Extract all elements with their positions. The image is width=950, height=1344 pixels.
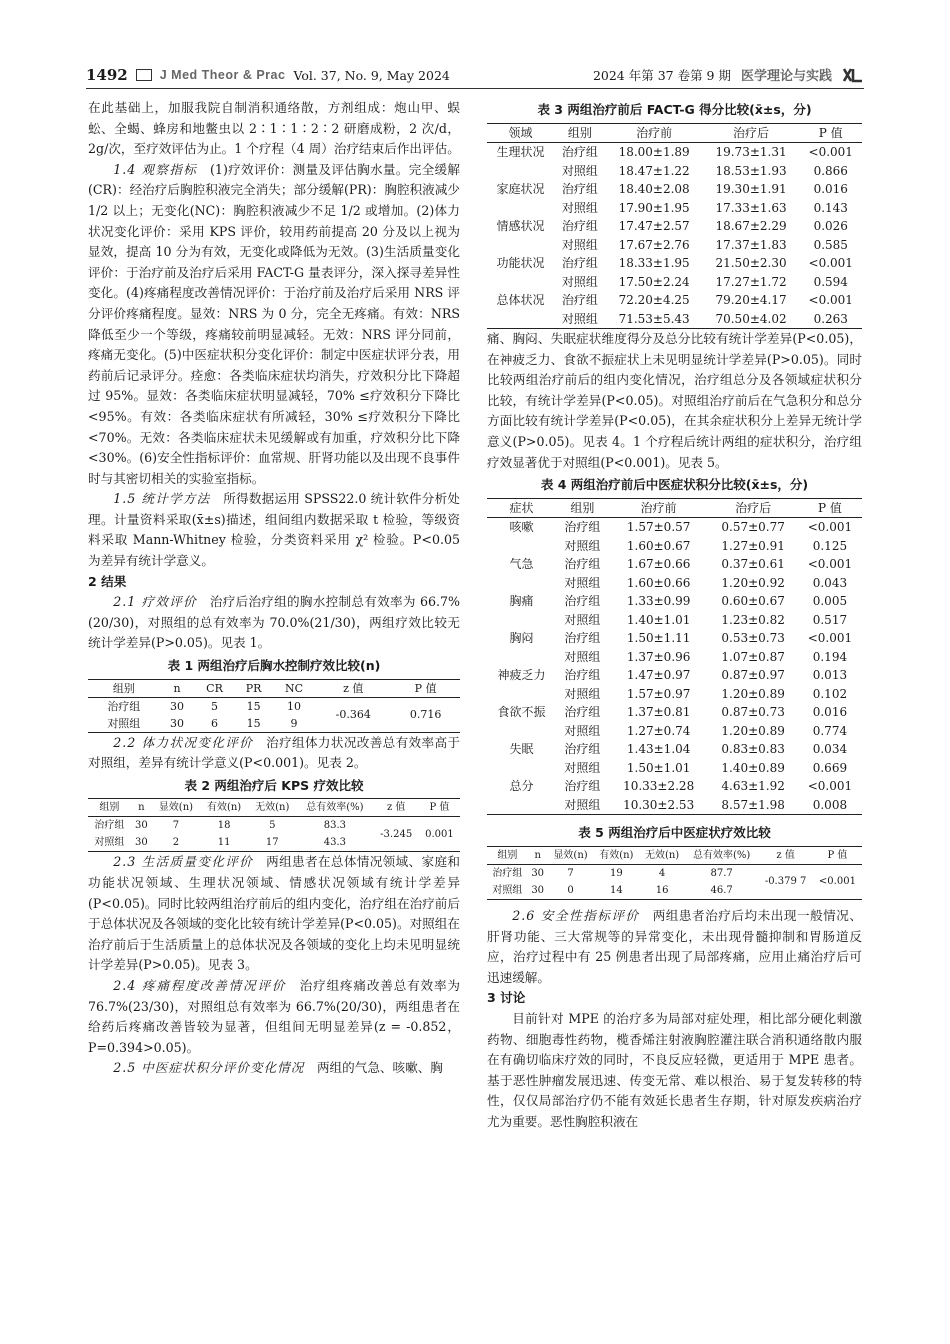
table-cell: 对照组 [564,649,601,664]
table-row: 治疗组 30 7 18 5 83.3 -3.245 0.001 [94,820,454,840]
table-row [487,666,862,685]
table-row: 治疗组 30 7 19 4 87.7 -0.379 7 <0.001 [492,867,856,888]
table-cell: 0.005 [812,594,848,609]
table-row [487,629,862,648]
table-row [487,777,862,796]
table-cell: 治疗组 [564,631,601,646]
page-number: 1492 [86,66,128,84]
table-cell: 0.194 [812,649,848,664]
table-cell: 0.125 [812,538,848,553]
table-cell: 治疗组 [564,705,601,720]
table-cell: 79.20±4.17 [715,293,787,308]
section-2-5: 2.5 中医症状积分评价变化情况 两组的气急、咳嗽、胸 [113,1060,443,1076]
table-cell: 19.30±1.91 [715,182,787,197]
table-cell: 1.20±0.89 [721,686,785,701]
table-cell: 0.585 [813,237,848,252]
table-cell: 总分 [509,779,534,794]
table-cell: 0.102 [812,686,848,701]
table-cell: 0.83±0.83 [721,742,785,757]
table-cell: 对照组 [564,760,601,775]
table-4: 症状 组别 治疗前 治疗后 P 值 咳嗽 治疗组 1.57±0.57 0.57±0.77 <0.001 对照组 1.60±0.67 1.27±0.91 0.125 气急 治疗组 1.67±0.66 0.37±0.61 <0.001 对照组 1.60±0.66 1.20±0.92 0.043 胸痛 治疗组 1.33±0.99 0.60±0.67 0.005 对照组 1.40±1.01 1.23±0.82 0.517 胸闷 治疗组 1.50±1.11 0.53±0.73 <0.001 对照组 1.37±0.96 1.07±0.87 0.194 神疲乏力 治疗组 1.47±0.97 0.87±0.97 0.013 对照组 1.57±0.97 1.20±0.89 0.102 食欲不振 治疗组 1.37±0.81 0.87±0.73 0.016 对照组 1.27±0.74 1.20±0.89 0.774 失眠 治疗组 1.43±1.04 0.83±0.83 0.034 对照组 1.50±1.01 1.40±0.89 0.669 总分 治疗组 10.33±2.28 4.63±1.92 <0.001 对照组 10.30±2.53 8.57±1.98 0.008 [487,498,862,816]
table-cell: 1.20±0.92 [721,575,785,590]
table-cell: 18.33±1.95 [618,256,690,271]
issue-cn: 2024 年第 37 卷第 9 期 [592,67,731,83]
table-3-caption: 表 3 两组治疗前后 FACT-G 得分比较(x̄±s，分) [537,102,812,117]
table-cell: <0.001 [808,145,853,160]
section-2-1: 2.1 疗效评价 治疗后治疗组的胸水控制总有效率为 66.7%(20/30)，对照组的总有效率为 70.0%(21/30)，两组疗效比较无统计学差异(P>0.05)。见表 1。 [88,594,460,651]
table-cell: 1.33±0.99 [626,594,691,609]
table-row [487,291,862,310]
table-cell: 0.669 [812,760,848,775]
table-row [487,740,862,759]
table-2: 组别 n 显效(n) 有效(n) 无效(n) 总有效率(%) z 值 P 值 治疗组 30 7 18 5 83.3 -3.245 0.001 对照组 30 2 11 17 43.3 [88,798,460,852]
table-cell: 1.50±1.01 [626,760,691,775]
table-3: 领域 组别 治疗前 治疗后 P 值 生理状况 治疗组 18.00±1.89 19.73±1.31 <0.001 对照组 18.47±1.22 18.53±1.93 0.866 家庭状况 治疗组 18.40±2.08 19.30±1.91 0.016 对照组 17.90±1.95 17.33±1.63 0.143 情感状况 治疗组 17.47±2.57 18.67±2.29 0.026 对照组 17.67±2.76 17.37±1.83 0.585 功能状况 治疗组 18.33±1.95 21.50±2.30 <0.001 对照组 17.50±2.24 17.27±1.72 0.594 总体状况 治疗组 72.20±4.25 79.20±4.17 <0.001 对照组 71.53±5.43 70.50±4.02 0.263 [487,123,862,330]
section-2-2: 2.2 体力状况变化评价 治疗组体力状况改善总有效率高于对照组，差异有统计学意义(P<0.001)。见表 2。 [88,734,460,771]
table-5: 组别 n 显效(n) 有效(n) 无效(n) 总有效率(%) z 值 P 值 治疗组 30 7 19 4 87.7 -0.379 7 <0.001 对照组 30 0 14 16 46.7 [487,846,862,900]
table-cell: 17.67±2.76 [618,237,690,252]
table-cell: 治疗组 [561,182,598,197]
section-2-4: 2.4 疼痛程度改善情况评价 治疗组疼痛改善总有效率为 76.7%(23/30)，对照组总有效率为 66.7%(20/30)，两组患者在给药后疼痛改善皆较为显著，但组间无明显差异(z = -0.852，P=0.394>0.05)。 [88,977,460,1055]
table-cell: 失眠 [509,742,534,757]
table-cell: 对照组 [561,163,598,178]
right-column [487,98,862,1132]
table-cell: <0.001 [807,520,853,535]
table-cell: 1.40±1.01 [626,612,691,627]
section-3-title: 3 讨论 [487,990,526,1006]
journal-logo-icon [842,67,864,83]
table-cell: 71.53±5.43 [618,311,690,326]
table-cell: 17.27±1.72 [715,274,787,289]
section-2-6: 2.6 安全性指标评价 两组患者治疗后均未出现一般情况、肝肾功能、三大常规等的异常变化，未出现骨髓抑制和胃肠道反应，治疗过程中有 25 例患者出现了局部疼痛，应用止痛治疗后可迅速缓解。 [487,907,863,985]
table-cell: 17.90±1.95 [618,200,690,215]
table-cell: 1.43±1.04 [626,742,691,757]
table-cell: 胸闷 [509,631,534,646]
running-header [86,62,864,89]
table-cell: 21.50±2.30 [715,256,787,271]
table-cell: 18.67±2.29 [715,219,787,234]
table-row: 治疗组 30 5 15 10 -0.364 0.716 [107,699,442,722]
table-cell: 对照组 [561,237,598,252]
table-cell: 10.30±2.53 [623,797,695,812]
table-cell: 0.57±0.77 [721,520,785,535]
table-cell: 10.33±2.28 [623,779,695,794]
table-cell: 0.774 [812,723,848,738]
table-cell: 对照组 [564,612,601,627]
table-cell: 治疗组 [564,668,601,683]
table-cell: 1.27±0.91 [721,538,785,553]
table-cell: 0.013 [812,668,848,683]
table-cell: 18.40±2.08 [618,182,690,197]
table-cell: 食欲不振 [497,705,546,720]
table-cell: 治疗组 [561,219,598,234]
table-cell: 1.57±0.97 [626,686,691,701]
table-cell: 1.40±0.89 [721,760,785,775]
table-cell: 17.37±1.83 [715,237,787,252]
table-cell: 18.00±1.89 [618,145,690,160]
table-cell: 总体状况 [496,293,545,308]
table-cell: 1.67±0.66 [626,557,691,572]
table-cell: 对照组 [564,538,601,553]
journal-title-en: J Med Theor & Prac [159,68,286,82]
table-row [487,592,862,611]
table-row [487,703,862,722]
table-cell: 17.33±1.63 [715,200,787,215]
table-cell: 0.143 [813,200,848,215]
table-cell: <0.001 [807,557,853,572]
table-cell: 治疗组 [564,557,601,572]
table-cell: 1.60±0.67 [626,538,691,553]
table-cell: 18.47±1.22 [618,163,690,178]
table-cell: 治疗组 [564,742,601,757]
left-column [88,98,460,1079]
table-cell: 神疲乏力 [497,668,546,683]
table-cell: 0.263 [813,311,848,326]
table-2-caption: 表 2 两组治疗后 KPS 疗效比较 [184,777,364,793]
table-5-caption: 表 5 两组治疗后中医症状疗效比较 [578,825,771,841]
square-mark-icon [136,69,152,81]
table-cell: 治疗组 [561,145,598,160]
table-cell: 17.50±2.24 [618,274,690,289]
table-cell: 17.47±2.57 [618,219,690,234]
table-cell: <0.001 [807,779,853,794]
table-cell: 1.50±1.11 [626,631,691,646]
table-cell: 对照组 [564,686,601,701]
table-cell: 0.043 [812,575,848,590]
table-cell: 0.016 [812,705,848,720]
table-cell: 功能状况 [496,256,545,271]
table-cell: 0.008 [812,797,848,812]
table-cell: <0.001 [807,631,853,646]
table-cell: 治疗组 [564,520,601,535]
table-cell: 0.53±0.73 [721,631,785,646]
table-1-caption: 表 1 两组治疗后胸水控制疗效比较(n) [167,658,381,674]
table-cell: 对照组 [561,200,598,215]
table-cell: 治疗组 [561,293,598,308]
table-cell: 1.07±0.87 [721,649,785,664]
table-row [487,217,862,236]
section-2-5-continued: 痛、胸闷、失眠症状维度得分及总分比较有统计学差异(P<0.05)，在神疲乏力、食欲不振症状上未见明显统计学差异(P>0.05)。同时比较两组治疗前后的组内变化情况，治疗组总分及各领域症状积分比较，有统计学差异(P<0.05)。对照组治疗前后在气急积分和总分方面比较有统计学差异(P<0.05)，在其余症状积分上差异无统计学意义(P>0.05)。见表 4。1 个疗程后统计两组的症状积分，治疗组疗效显著优于对照组(P<0.001)。见表 5。 [487,331,862,470]
table-4-caption: 表 4 两组治疗前后中医症状积分比较(x̄±s，分) [540,477,809,493]
table-cell: 19.73±1.31 [715,145,787,160]
table-cell: 18.53±1.93 [715,163,787,178]
table-row [487,254,862,273]
table-cell: 1.27±0.74 [626,723,691,738]
table-cell: 治疗组 [561,256,598,271]
table-cell: 对照组 [561,274,598,289]
table-cell: 1.57±0.57 [626,520,691,535]
table-cell: 0.594 [813,274,848,289]
section-2-3: 2.3 生活质量变化评价 两组患者在总体情况领域、家庭和功能状况领域、生理状况领域、情感状况领域有统计学差异(P<0.05)。同时比较两组治疗前后的组内变化，治疗组在治疗前后于总体状况及各领域的变化比较有统计学差异(P<0.05)。对照组在治疗前后于生活质量上的总体状况及各领域的变化上均未见明显统计学差异(P>0.05)。见表 3。 [88,854,460,973]
table-cell: 0.016 [813,182,848,197]
table-cell: 情感状况 [496,219,545,234]
table-cell: 70.50±4.02 [715,311,787,326]
table-row: 对照组 30 2 11 17 43.3 [88,834,460,852]
table-cell: 1.20±0.89 [721,723,785,738]
table-cell: 0.87±0.97 [721,668,785,683]
table-cell: 治疗组 [564,779,601,794]
table-cell: 1.23±0.82 [721,612,785,627]
section-1-4: 1.4 观察指标 (1)疗效评价：测量及评估胸水量。完全缓解(CR)：经治疗后胸腔积液完全消失；部分缓解(PR)：胸腔积液减少 1/2 以上；无变化(NC)：胸腔积液减少不足 1/2 或增加。(2)体力状况变化评价：采用 KPS 评价，较用药前提高 20 分及以上视为显效，提高 10 分为有效，无变化或降低为无效。(3)生活质量变化评价：于治疗前及治疗后采用 FACT-G 量表评分，深入探寻差异性变化。(4)疼痛程度改善情况评价：于治疗前及治疗后采用 NRS 评分评价疼痛程度。显效：NRS 为 0 分，完全无疼痛。有效：NRS 降低至少一个等级，疼痛较前明显减轻。无效：NRS 评分同前，疼痛无变化。(5)中医症状积分变化评价：制定中医症状评分表，用药前后记录评分。痊愈：各类临床症状均消失，疗效积分比下降超过 95%。显效：各类临床症状明显减轻，70% ≤疗效积分下降比 <95%。有效：各类临床症状有所减轻，30% ≤疗效积分下降比 <70%。无效：各类临床症状未见缓解或有加重，疗效积分比下降 <30%。(6)安全性指标评价：血常规、肝肾功能以及出现不良事件时与其密切相关的实验室指标。 [88,161,460,486]
table-row: 对照组 30 6 15 9 [88,715,460,733]
table-cell: <0.001 [808,293,853,308]
discussion-paragraph: 目前针对 MPE 的治疗多为局部对症处理，相比部分硬化刺激药物、细胞毒性药物，榄香烯注射液胸腔灌注联合消积通络散内服在有确切临床疗效的同时，不良反应轻微，更适用于 MPE 患者。基于恶性肿瘤发展迅速、传变无常、难以根治、易于复发转移的特性，仅仅局部治疗仍不能有效延长患者生存期，针对原发疾病治疗尤为重要。恶性胸腔积液在 [487,1010,862,1129]
section-2-title: 2 结果 [88,573,127,589]
table-cell: 对照组 [564,797,601,812]
table-cell: 0.87±0.73 [721,705,785,720]
table-cell: 咳嗽 [509,520,534,535]
table-cell: 对照组 [564,723,601,738]
table-cell: 0.026 [813,219,848,234]
table-cell: 0.034 [812,742,848,757]
table-cell: 1.47±0.97 [626,668,691,683]
table-cell: 72.20±4.25 [618,293,690,308]
table-cell: 4.63±1.92 [721,779,785,794]
table-cell: <0.001 [808,256,853,271]
table-row: 对照组 30 0 14 16 46.7 [487,882,862,900]
journal-title-cn: 医学理论与实践 [740,69,832,84]
table-cell: 治疗组 [564,594,601,609]
table-cell: 胸痛 [509,594,534,609]
table-cell: 1.60±0.66 [626,575,691,590]
table-row [487,555,862,574]
table-row [487,180,862,199]
table-cell: 生理状况 [496,145,545,160]
table-cell: 气急 [509,557,534,572]
table-cell: 0.517 [812,612,848,627]
table-cell: 0.866 [813,163,848,178]
table-cell: 1.37±0.96 [626,649,691,664]
table-cell: 对照组 [561,311,598,326]
section-1-5: 1.5 统计学方法 所得数据运用 SPSS22.0 统计软件分析处理。计量资料采取(x̄±s)描述，组间组内数据采取 t 检验，等级资料采取 Mann-Whitney 检验，分类资料采用 χ² 检验。P<0.05 为差异有统计学意义。 [88,491,460,569]
table-cell: 1.37±0.81 [626,705,691,720]
issue-en: Vol. 37, No. 9, May 2024 [293,67,450,83]
table-1: 组别 n CR PR NC z 值 P 值 治疗组 30 5 15 10 -0.364 0.716 对照组 30 6 15 9 [88,679,460,733]
table-row [487,518,862,537]
table-cell: 0.60±0.67 [721,594,785,609]
table-cell: 0.37±0.61 [721,557,785,572]
paragraph-treatment: 在此基础上，加服我院自制消积通络散，方剂组成：炮山甲、蜈蚣、全蝎、蜂房和地鳖虫以 2∶1∶1∶2∶2 研磨成粉，2 次/d，2g/次，至疗效评估为止。1 个疗程（4 周）治疗结束后作出评估。 [88,100,460,157]
table-cell: 8.57±1.98 [721,797,785,812]
table-row [487,143,862,162]
table-cell: 对照组 [564,575,601,590]
table-cell: 家庭状况 [496,182,545,197]
